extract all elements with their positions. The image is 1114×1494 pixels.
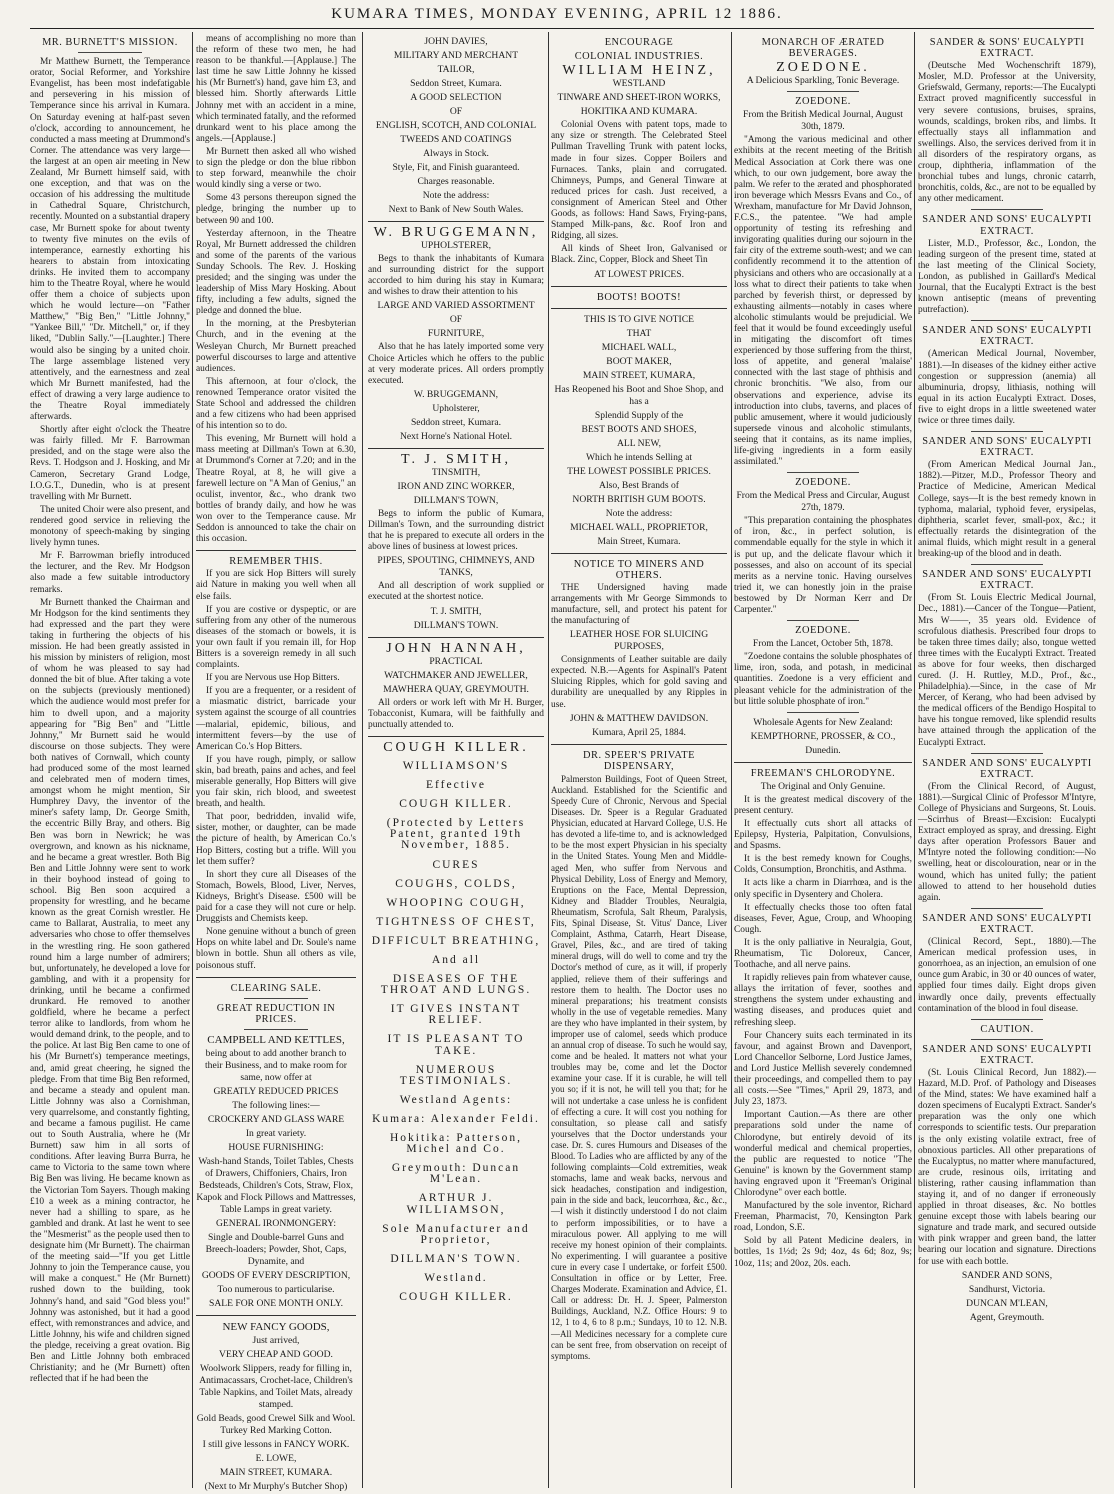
- ad-line: TAILOR,: [437, 64, 475, 75]
- ad-line: Sole Manufacturer and Proprietor,: [382, 1222, 530, 1246]
- ad-line: And all: [431, 954, 481, 966]
- ad-line: MAIN STREET, KUMARA,: [582, 369, 696, 381]
- ad-text: Consignments of Leather suitable are daily expected. N.B.—Agents for Aspinall's Patent Sluicing Ripples, which for gold saving and durability are unequalled by any Ripples in use.: [551, 655, 727, 710]
- divider: [971, 1019, 1042, 1020]
- paragraph: It is the greatest medical discovery of the present century.: [734, 794, 912, 816]
- ad-line: Note the address:: [422, 190, 490, 201]
- paragraph: Important Caution.—As there are other preparations sold under the name of Chlorodyne, but entirely devoid of its wonderful medical and chemical properties, the public are requested to notice "The Genuine" is known by the Government stamp having engraved upon it "Freeman's Original Chlorodyne" over each bottle.: [734, 1110, 912, 1198]
- ad-line: I still give lessons in FANCY WORK.: [202, 1438, 350, 1450]
- ad-line: TWEEDS AND COATINGS: [400, 134, 512, 145]
- ad-body: [196, 1335, 356, 1493]
- ad-line: IRON AND ZINC WORKER,: [397, 480, 515, 492]
- ad-line: Agent, Greymouth.: [969, 1311, 1045, 1323]
- ad-line: LEATHER HOSE FOR SLUICING PURPOSES,: [569, 629, 709, 653]
- ad-line: Just arrived,: [252, 1334, 300, 1346]
- divider: [787, 620, 858, 621]
- ad-heading: ZOEDONE.: [795, 625, 851, 637]
- ad-heading: COUGH KILLER.: [383, 739, 529, 755]
- ad-line: NORTH BRITISH GUM BOOTS.: [572, 493, 706, 505]
- ad-line: Sandhurst, Victoria.: [968, 1283, 1046, 1295]
- paragraph: The united Choir were also present, and rendered good service in relieving the monotony of speech-making by singing lively hymn tunes.: [30, 504, 190, 549]
- ad-line: COUGH KILLER.: [399, 1290, 513, 1303]
- divider: [971, 431, 1042, 432]
- ad-line: Next Horne's National Hotel.: [399, 430, 513, 442]
- column-divider: [731, 32, 732, 1488]
- ad-line: being about to add another branch to their Business, and to make room for same, now offer at: [204, 1047, 347, 1083]
- ad-line: TINSMITH,: [431, 466, 481, 478]
- paragraph: It acts like a charm in Diarrhœa, and is the only specific in Dysentery and Cholera.: [734, 878, 912, 900]
- ad-line: In great variety.: [245, 1127, 307, 1139]
- ad-subheading: The Original and Only Genuine.: [760, 780, 886, 792]
- paragraph: If you are a frequenter, or a resident of a miasmatic district, barricade your system against the scourge of all countries—malarial, epidemic, bilious, and intermittent fevers—by the use of American Co.'s Hop Bitters.: [196, 686, 356, 752]
- divider: [196, 977, 356, 978]
- ad-line: PIPES, SPOUTING, CHIMNEYS, AND TANKS,: [377, 555, 535, 579]
- divider: [78, 52, 142, 53]
- ad-lines: [368, 555, 544, 579]
- paragraph: (From American Medical Journal Jan., 1882).—Pitzer, M.D., Professor Theory and Practice of Medicine, American Medical College, says—It is the best remedy known in typhoma, malarial, typhoid fever, erysipelas, diphtheria, scarlet fever, small-pox, &c.; it effectually retards the disintegration of the animal fluids, which might result in a general breaking-up of the blood and in death.: [918, 460, 1096, 560]
- ad-line: MICHAEL WALL, PROPRIETOR,: [570, 521, 708, 533]
- ad-heading: JOHN HANNAH,: [386, 640, 526, 656]
- ad-line: Charges reasonable.: [417, 176, 495, 187]
- ad-line: DILLMAN'S TOWN.: [413, 619, 499, 631]
- divider: [971, 564, 1042, 565]
- paragraph: If you are costive or dyspeptic, or are suffering from any other of the numerous diseases of the stomach or bowels, it is your own fault if you remain ill, for Hop Bitters is a sovereign remedy in all such complaints.: [196, 604, 356, 671]
- divider: [244, 1029, 308, 1030]
- ad-text: "This preparation containing the phosphates of iron, &c., in perfect solution, is commendable equally for the style in which it is put up, and the delicate flavour which it possesses, and also on account of its special merits as a nervine tonic. Having ourselves tried it, we can honestly join in the praise bestowed by Dr Norman Kerr and Dr Carpenter.": [734, 516, 912, 616]
- ad-line: WATCHMAKER AND JEWELLER,: [384, 669, 528, 681]
- ad-line: Woolwork Slippers, ready for filling in, Antimacassars, Crochet-lace, Children's Table Napkins, and Toilet Mats, already stamped.: [199, 1362, 353, 1410]
- ad-line: CURES: [432, 858, 480, 871]
- ad-line: Always in Stock.: [423, 148, 489, 159]
- ad-heading: ZOEDONE.: [795, 477, 851, 489]
- paragraph: This afternoon, at four o'clock, the renowned Temperance orator visited the State School and addressed the children and a few citizens who had been apprised of his intention so to do.: [196, 376, 356, 432]
- paragraph: It effectually checks those too often fatal diseases, Fever, Ague, Croup, and Whooping Cough.: [734, 902, 912, 935]
- ad-source: From the British Medical Journal, August 30th, 1879.: [743, 109, 903, 133]
- ad-line: HOUSE FURNISHING:: [228, 1141, 324, 1153]
- ad-line: Westland.: [424, 1271, 488, 1284]
- ad-title: REMEMBER THIS.: [229, 556, 323, 568]
- ad-line: COUGHS, COLDS,: [395, 877, 517, 890]
- divider: [368, 448, 544, 449]
- ad-line: OF: [449, 314, 463, 326]
- ad-line: MILITARY AND MERCHANT: [393, 50, 519, 61]
- paragraph: (American Medical Journal, November, 1881).—In diseases of the kidney either active congestion or suppression (anemia) all albuminuria, dropsy, lithiasis, nothing will equal in its action Eucalypti Extract. Doses, five to eight drops in a little sweetened water twice or three times daily.: [918, 349, 1096, 426]
- ad-heading: DR. SPEER'S PRIVATE DISPENSARY,: [583, 749, 695, 772]
- ad-line: Note the address:: [605, 507, 673, 519]
- ad-line: COUGH KILLER.: [399, 798, 513, 811]
- column-divider: [914, 32, 915, 1488]
- ad-line: LARGE AND VARIED ASSORTMENT: [377, 300, 535, 312]
- ad-heading: BOOTS! BOOTS!: [596, 291, 682, 303]
- paragraph: In the morning, at the Presbyterian Church, and in the evening at the Wesleyan Church, Mr Burnett preached powerful discourses to large and attentive audiences.: [196, 319, 356, 374]
- ad-text: Begs to thank the inhabitants of Kumara and surrounding district for the support accorded to him during his stay in Kumara; and wishes to draw their attention to his: [368, 254, 544, 298]
- ad-heading: [551, 37, 727, 62]
- ad-body: [918, 61, 1096, 205]
- ad-lines: [368, 656, 544, 696]
- ad-line: GOODS OF EVERY DESCRIPTION,: [201, 1269, 351, 1281]
- ad-line: DUNCAN M'LEAN,: [966, 1297, 1048, 1309]
- ad-line: Also, Best Brands of: [599, 479, 679, 491]
- ad-line: E. LOWE,: [255, 1452, 297, 1464]
- divider: [244, 998, 308, 999]
- paragraph: (St. Louis Clinical Record, Jun 1882).—Hazard, M.D. Prof. of Pathology and Diseases of the Mind, states: We have examined half a dozen specimens of Eucalypti Extract. Sander's preparation was the only one which corresponds to scientific tests. Our preparation is the only existing volatile extract, free of obnoxious particles. All other preparations of the Eucalyptus, no matter where manufactured, are crude, resinous oils, irritating and blistering, rather causing inflammation than staying it, and of no danger if erroneously applied in throat diseases, &c. No bottles genuine except those with labels bearing our signature and trade mark, and secured outside with pink wrapper and green band, the latter bearing our location and signature. Directions for use with each bottle.: [918, 1067, 1096, 1267]
- column-3: [368, 34, 544, 1486]
- divider: [971, 753, 1042, 754]
- ad-signature: [368, 606, 544, 632]
- ad-line: GREATLY REDUCED PRICES: [213, 1085, 339, 1097]
- ad-line: (Next to Mr Murphy's Butcher Shop): [204, 1480, 348, 1492]
- article-body: [196, 34, 356, 545]
- ad-line: GENERAL IRONMONGERY:: [215, 1217, 336, 1229]
- ad-line: IT GIVES INSTANT RELIEF.: [390, 1003, 522, 1027]
- divider: [971, 209, 1042, 210]
- ad-line: MAIN STREET, KUMARA.: [219, 1466, 333, 1478]
- ad-line: AT LOWEST PRICES.: [594, 268, 684, 280]
- ad-text: THE Undersigned having made arrangements with Mr George Simmonds to manufacture, sell, and protect his patent for the manufacturing of: [551, 582, 727, 627]
- paragraph: means of accomplishing no more than the reform of these two men, he had reason to be thankful.—[Applause.] The last time he saw Little Johnny he kissed his (Mr Burnett's) hand, gave him £3, and blessed him. Shortly afterwards Little Johnny met with an accident in a mine, which terminated fatally, and the reformed drunkard went to his place among the angels.—[Applause.]: [196, 34, 356, 144]
- ad-line: THE LOWEST POSSIBLE PRICES.: [567, 465, 711, 477]
- ad-lines: [368, 761, 544, 1303]
- ad-heading: SANDER & SONS' EUCALYPTI EXTRACT.: [929, 37, 1085, 60]
- paragraph: It rapidly relieves pain from whatever cause, allays the irritation of fever, soothes and strengthens the system under exhausting and wasting diseases, and produces quiet and refreshing sleep.: [734, 973, 912, 1028]
- ad-line: JOHN & MATTHEW DAVIDSON.: [569, 712, 709, 724]
- ad-line: Next to Bank of New South Wales.: [388, 204, 524, 215]
- ad-line: ALL NEW,: [616, 437, 662, 449]
- ad-heading: WILLIAM HEINZ,: [562, 63, 716, 79]
- ad-body: [734, 795, 912, 1270]
- divider: [196, 550, 356, 551]
- ad-heading: FREEMAN'S CHLORODYNE.: [750, 767, 896, 779]
- ad-lines: [368, 467, 544, 507]
- divider: [734, 762, 912, 763]
- ad-subheading: UPHOLSTERER,: [420, 240, 492, 252]
- ad-heading: NOTICE TO MINERS AND OTHERS.: [573, 558, 705, 581]
- ad-heading: ZOEDONE.: [776, 60, 870, 76]
- ad-line: DILLMAN'S TOWN,: [413, 494, 499, 506]
- ad-text: All orders or work left with Mr H. Burger, Tobacconist, Kumara, will be faithfully and punctually attended to.: [368, 697, 544, 730]
- article-title: MR. BURNETT'S MISSION.: [42, 37, 178, 48]
- section-heading: SANDER AND SONS' EUCALYPTI EXTRACT.: [922, 1043, 1092, 1066]
- section-heading: SANDER AND SONS' EUCALYPTI EXTRACT.: [922, 436, 1092, 459]
- paragraph: Shortly after eight o'clock the Theatre was fairly filled. Mr F. Barrowman presided, and on the stage were also the Revs. T. Hodgson and J. Hosking, and Mr Cameron, Secretary Grand Lodge, I.O.G.T., Dunedin, who is at present travelling with Mr Burnett.: [30, 425, 190, 502]
- ad-line: ARTHUR J. WILLIAMSON,: [406, 1192, 506, 1216]
- ad-line: Seddon street, Kumara.: [410, 416, 502, 428]
- ad-line: Dunedin.: [805, 744, 841, 756]
- paragraph: It effectually cuts short all attacks of Epilepsy, Hysteria, Palpitation, Convulsions, and Spasms.: [734, 818, 912, 852]
- ad-line: COLONIAL INDUSTRIES.: [574, 51, 704, 63]
- ad-source: From the Medical Press and Circular, August 27th, 1879.: [736, 490, 910, 514]
- section-heading: SANDER AND SONS' EUCALYPTI EXTRACT.: [922, 757, 1092, 780]
- column-1: [30, 34, 190, 1486]
- ad-text: Begs to inform the public of Kumara, Dillman's Town, and the surrounding district that he is prepared to execute all orders in the above lines of business at lowest prices.: [368, 508, 544, 553]
- ad-heading: ZOEDONE.: [795, 96, 851, 108]
- ad-title: GREAT REDUCTION IN PRICES.: [216, 1002, 336, 1025]
- paragraph: Mr F. Barrowman briefly introduced the lecturer, and the Rev. Mr Hodgson also made a few suitable introductory remarks.: [30, 551, 190, 595]
- ad-text: "Zoedone contains the soluble phosphates of lime, iron, soda, and potash, in medicinal quantities. Zoedone is a very efficient and pleasant vehicle for the administration of the but little soluble phosphate of iron.": [734, 652, 912, 707]
- ad-heading: MONARCH OF ÆRATED BEVERAGES.: [761, 37, 885, 60]
- ad-line: Kumara, April 25, 1884.: [592, 726, 686, 738]
- paragraph: It is the only palliative in Neuralgia, Gout, Rheumatism, Tic Doloreux, Cancer, Toothache, and all nerve pains.: [734, 937, 912, 971]
- paragraph: (Deutsche Med Wochenschrift 1879), Mosler, M.D. Professor at the University, Griefswald, Germany, reports:—The Eucalypti Extract proved magnificently successful in very severe contusions, bruises, sprains, wounds, scaldings, broken ribs, and limbs. It effectually stays all inflammation and swellings. Also, the services derived from it in all disorders of the respiratory organs, as croup, diphtheria, inflammation of the bronchial tubes and lungs, chronic catarrh, bronchitis, colds, &c., are not to be equalled by any other medicament.: [918, 61, 1096, 205]
- ad-lines: [551, 78, 727, 118]
- ad-text: Also that he has lately imported some very Choice Articles which he offers to the public at very moderate prices. All orders promptly executed.: [368, 342, 544, 386]
- paragraph: It is the best remedy known for Coughs, Colds, Consumption, Bronchitis, and Asthma.: [734, 854, 912, 876]
- column-divider: [362, 32, 363, 1488]
- ad-davies: [368, 36, 544, 216]
- paragraph: Mr Burnett then asked all who wished to sign the pledge or don the blue ribbon to step forward, meanwhile the choir would kindly sing a verse or two.: [196, 146, 356, 191]
- divider: [368, 221, 544, 222]
- ad-line: TIGHTNESS OF CHEST,: [376, 915, 536, 928]
- ad-line: The following lines:—: [232, 1099, 320, 1111]
- ad-line: JOHN DAVIES,: [424, 36, 488, 47]
- section-heading: SANDER AND SONS' EUCALYPTI EXTRACT.: [922, 214, 1092, 237]
- ad-lines: [551, 629, 727, 653]
- paragraph: If you are Nervous use Hop Bitters.: [206, 673, 340, 684]
- ad-line: BOOT MAKER,: [606, 355, 672, 367]
- paragraph: Mr Burnett thanked the Chairman and Mr Hodgson for the kind sentiments they had expressed and the part they were taking in furthering the objects of his mission. He had been greatly assisted in his mission by ministers of religion, most of whom he was pleased to say had donned the bit of blue. After taking a vote on the subjects (previously mentioned) which the audience would most prefer for him to dwell upon, and a majority appearing for "Big Ben" and "Little Johnny," Mr Burnett said he would discourse on those subjects. They were both natives of Cornwall, which county had produced some of the most learned and celebrated men of modern times, amongst whom he might mention, Sir Humphrey Davy, the inventor of the miner's safety lamp, Dr. George Smith, the eccentric Billy Bray, and others. Big Ben was born in Newrick; he was overgrown, and known as his nickname, and he became a great wrestler. Both Big Ben and Little Johnny were sent to work in their boyhood instead of going to school. Big Ben soon acquired a propensity for wrestling, and he became known as the great Cornish wrestler. He came to Ballarat, Australia, to meet any adversaries who chose to offer themselves in the wrestling ring. He soon gathered round him a large number of admirers; but, unfortunately, he developed a love for gambling, and with it a propensity for drinking, until he became a confirmed drunkard. He removed to another goldfield, where he became a perfect terror alike to landlords, from whom he would demand drink, to the people, and to the police. At last Big Ben came to one of his (Mr Burnett's) temperance meetings, and, amid great cheering, he signed the pledge. From that time Big Ben reformed, and became a steady and opulent man. Little Johnny was also a Cornishman, very quarrelsome, and constantly fighting, and became a famous pugilist. He came out to South Australia, where he (Mr Burnett) saw him in all sorts of conditions. After leaving Burra Burra, he came to Victoria to the same town where Big Ben was living. He became known as the Victorian Tom Sayers. Though making £10 a week as a mining contractor, he never had a shilling to spare, as he gambled and drank. At last he went to see the "Mesmerist" as the people used then to designate him (Mr Burnett). The chairman of the meeting said—"If you get Little Johnny to join the Temperance cause, you will make a conquest." He (Mr Burnett) rushed down to the building, took Johnny's hand, and said "God bless you!" Johnny was astonished, but it had a good effect, with remonstrances and advice, and Little Johnny, his wife and children signed the pledge, receiving a great ovation. Big Ben and Little Johnny both embraced Christianity; and he (Mr Burnett) often reflected that if he had been the: [30, 597, 190, 1385]
- ad-text: Colonial Ovens with patent tops, made to any size or strength. The Celebrated Steel Pullman Travelling Trunk with patent locks, made in four sizes. Copper Boilers and Furnaces. Tanks, plain and corrugated. Chimneys, Pumps, and General Tinware at reduced prices for cash. Just received, a consignment of American Steel and Other Goods, as follows: Hand Saws, Frying-pans, Stamped Milk-pans, &c. Roof Iron and Ridging, all sizes.: [551, 120, 727, 242]
- ad-line: BEST BOOTS AND SHOES,: [581, 423, 697, 435]
- column-divider: [548, 32, 549, 1488]
- masthead: KUMARA TIMES, MONDAY EVENING, APRIL 12 1886.: [331, 6, 783, 22]
- section-heading: SANDER AND SONS' EUCALYPTI EXTRACT.: [922, 325, 1092, 348]
- ad-heading: W. BRUGGEMANN,: [373, 225, 539, 240]
- paragraph: None genuine without a bunch of green Hops on white label and Dr. Soule's name blown in bottle. Shun all others as vile, poisonous stuff.: [196, 927, 356, 971]
- ad-line: MAWHERA QUAY, GREYMOUTH.: [383, 683, 529, 695]
- ad-source: From the Lancet, October 5th, 1878.: [752, 638, 894, 650]
- paragraph: This evening, Mr Burnett will hold a mass meeting at Dillman's Town at 6.30, at Drummond's Corner at 7.20; and in the Theatre Royal, at 8, he will give a farewell lecture on "A Man of Genius," an oculist, inventor, &c., who drank two bottles of brandy daily, and how he was won over to the Temperance cause. Mr Seddon is announced to take the chair on this occasion.: [196, 434, 356, 545]
- divider: [971, 320, 1042, 321]
- paragraph: If you have rough, pimply, or sallow skin, bad breath, pains and aches, and feel miserable generally, Hop Bitters will give you fair skin, rich blood, and sweetest breath, and health.: [196, 754, 356, 810]
- divider: [551, 553, 727, 554]
- paragraph: (Clinical Record, Sept., 1880).—The American medical profession uses, in gonorrhoea, as an injection, an emulsion of one ounce gum Arabic, in 30 or 40 ounces of water, applied four times daily. Eight drops given inwardly once daily, prevents effectually contamination of the blood in foul disease.: [918, 937, 1096, 1014]
- ad-line: Wash-hand Stands, Toilet Tables, Chests of Drawers, Chiffoniers, Chairs, Iron Bedsteads, Children's Cots, Straw, Flox, Kapok and Flock Pillows and Mattresses, Table Lamps in great variety.: [196, 1155, 356, 1215]
- ad-lines: [734, 717, 912, 757]
- ad-line: Greymouth: Duncan M'Lean.: [391, 1162, 521, 1186]
- divider: [787, 712, 858, 713]
- ad-heading: NEW FANCY GOODS,: [222, 1320, 330, 1333]
- ad-line: Main Street, Kumara.: [597, 535, 681, 547]
- paragraph: Some 43 persons thereupon signed the pledge, bringing the number up to between 90 and 100.: [196, 193, 356, 226]
- divider: [551, 286, 727, 287]
- paragraph: (From the Clinical Record, of August, 1881).—Surgical Clinic of Professor M'Intyre, College of Physicians and Surgeons, St. Louis.—Scirrhus of Breast—Excision: Eucalypti Extract employed as spray, and dressing. Eight days after operation Professors Bauer and M'Intyre noted the following condition:—No swelling, heat or discolouration, near or in the wound, which has united fully; the patient allowed to attend to her household duties again.: [918, 781, 1096, 903]
- paragraph: That poor, bedridden, invalid wife, sister, mother, or daughter, can be made the picture of health, by American Co.'s Hop Bitters, costing but a trifle. Will you let them suffer?: [196, 812, 356, 867]
- ad-line: Single and Double-barrel Guns and Breech-loaders; Powder, Shot, Caps, Dynamite, and: [205, 1231, 347, 1267]
- section-heading: SANDER AND SONS' EUCALYPTI EXTRACT.: [922, 569, 1092, 592]
- paragraph: Yesterday afternoon, in the Theatre Royal, Mr Burnett addressed the children and some of the parents of the various Sunday Schools. The Rev. J. Hosking presided; and the singing was under the leadership of Miss Mary Hosking. About fifty, including a few adults, signed the pledge and donned the blue.: [196, 228, 356, 317]
- ad-title: CLEARING SALE.: [230, 982, 322, 994]
- ad-body: [196, 1048, 356, 1310]
- ad-line: Gold Beads, good Crewel Silk and Wool. Turkey Red Marking Cotton.: [196, 1412, 356, 1436]
- ad-line: HOKITIKA AND KUMARA.: [580, 106, 698, 118]
- paragraph: Lister, M.D., Professor, &c., London, the leading surgeon of the present time, stated at the last meeting of the Clinical Society, London, as published in Gaillard's Medical Journal, that the Eucalypti Extract is the best known antiseptic (means of preventing putrefaction).: [918, 238, 1096, 316]
- divider: [368, 736, 544, 737]
- ad-line: A GOOD SELECTION: [410, 92, 502, 103]
- ad-line: OF: [449, 106, 463, 117]
- paragraph: Manufactured by the sole inventor, Richard Freeman, Pharmacist, 70, Kensington Park road, London, S.E.: [734, 1201, 912, 1234]
- ad-line: Effective: [426, 779, 486, 792]
- ad-line: (Protected by Letters Patent, granted 19th November, 1885.: [386, 817, 526, 852]
- ad-text: "Among the various medicinal and other exhibits at the recent meeting of the British Medical Association at Cork there was one which, to our own judgement, bore away the palm. We refer to the ærated and phosphorated iron beverage which Messrs Evans and Co., of Wrexham, manufacture for Mr David Johnson, F.C.S., the patentee. "We had ample opportunity of testing its refreshing and invigorating qualities during our sojourn in the fair city of the extreme south-west; and we can confidently recommend it to the attention of physicians and others who are occasionally at a loss what to direct their patients to take when parched by feverish thirst, or depressed by exhausting ailments—notably in cases where alcoholic stimulants would be prejudicial. We feel that it would be found exceedingly useful in mitigating the discomfort oft times experienced by those suffering from the thirst, loss of appetite, and general 'malaise' connected with the last stage of phthisis and chronic bronchitis. "We also, from our observations and experience, advise its introduction into clubs, taverns, and places of public amusement, where it would judiciously supersede vinous and alcoholic stimulants, seeing that it contains, as its name implies, life-giving ingredients in a form easily assimilated.": [734, 135, 912, 468]
- ad-line: SALE FOR ONE MONTH ONLY.: [209, 1297, 343, 1309]
- paragraph: If you are sick Hop Bitters will surely aid Nature in making you well when all else fails.: [196, 569, 356, 602]
- column-2: [196, 34, 356, 1492]
- ad-line: MICHAEL WALL,: [601, 341, 677, 353]
- paragraph: (From St. Louis Electric Medical Journal, Dec., 1881).—Cancer of the Tongue—Patient, Mrs W——, 35 years old. Evidence of scrofulous diathesis. Prescribed four drops to be taken three times daily; also, tongue wetted three times with the Eucalypti Extract. Treated as above for four weeks, then discharged cured. (J. H. Ruttley, M.D., Prof., &c., Philadelphia).—Since, in the case of Mr Mercer, of Kerang, who had been advised by the medical officers of the Bendigo Hospital to have his tongue removed, like splendid results have attained through the application of the Eucalypti Extract.: [918, 593, 1096, 748]
- paragraph: In short they cure all Diseases of the Stomach, Bowels, Blood, Liver, Nerves, Kidneys, Bright's Disease. £500 will be paid for a case they will not cure or help. Druggists and Chemists keep.: [196, 869, 356, 925]
- divider: [971, 908, 1042, 909]
- ad-line: TINWARE AND SHEET-IRON WORKS,: [557, 92, 721, 104]
- ad-line: Seddon Street, Kumara.: [410, 78, 502, 89]
- paragraph: Four Chancery suits each terminated in its favour, and against Brown and Davenport, Lord Chancellor Selborne, Lord Justice James, and Lord Justice Mellish severely condemned their proceedings, and compelled them to pay all costs.—See "Times," April 29, 1873, and July 23, 1873.: [734, 1030, 912, 1108]
- divider: [971, 1039, 1042, 1040]
- ad-line: THIS IS TO GIVE NOTICE: [584, 313, 694, 325]
- divider: [551, 308, 727, 309]
- ad-signature: [551, 713, 727, 739]
- ad-line: W. BRUGGEMANN,: [413, 388, 499, 400]
- ad-line: THAT: [626, 327, 652, 339]
- ad-text: And all description of work supplied or executed at the shortest notice.: [368, 581, 544, 603]
- ad-line: DIFFICULT BREATHING,: [371, 934, 541, 947]
- ad-line: T. J. SMITH,: [430, 605, 482, 617]
- paragraph: Sold by all Patent Medicine dealers, in bottles, 1s 1½d; 2s 9d; 4oz, 4s 6d; 8oz, 9s; 10oz, 11s; and 20oz, 20s. each.: [734, 1236, 912, 1269]
- ad-line: DISEASES OF THE THROAT AND LUNGS.: [380, 973, 532, 997]
- divider: [787, 472, 858, 473]
- ad-line: KEMPTHORNE, PROSSER, & CO.,: [750, 730, 896, 742]
- divider: [196, 1315, 356, 1316]
- section-heading: SANDER AND SONS' EUCALYPTI EXTRACT.: [922, 912, 1092, 935]
- ad-subheading: A Delicious Sparkling, Tonic Beverage.: [746, 75, 900, 87]
- ad-text: All kinds of Sheet Iron, Galvanised or Black. Zinc, Copper, Block and Sheet Tin: [551, 244, 727, 266]
- ad-line: Upholsterer,: [432, 402, 480, 414]
- ad-line: VERY CHEAP AND GOOD.: [219, 1348, 333, 1360]
- ad-line: DILLMAN'S TOWN.: [390, 1252, 522, 1265]
- ad-line: ENCOURAGE: [604, 37, 674, 48]
- ad-line: NUMEROUS TESTIMONIALS.: [399, 1063, 513, 1087]
- ad-line: ENGLISH, SCOTCH, AND COLONIAL: [375, 120, 537, 131]
- paragraph: Mr Matthew Burnett, the Temperance orator, Social Reformer, and Yorkshire Evangelist, has been most indefatigable and persevering in his mission of Temperance since his arrival in Kumara. On Saturday evening at half-past seven o'clock, according to announcement, he conducted a mass meeting at Drummond's Corner. The attendance was very large—the largest at an open air meeting in New Zealand, Mr Burnett himself said, with one exception, and that was on the occasion of his addressing the multitude in Cathedral Square, Christchurch, recently. Mounted on a substantial drapery case, Mr Burnett spoke for about twenty to twenty five minutes on the evils of intemperance, earnestly exhorting his hearers to abstain from intoxicating drinks. He invited them to accompany him to the Theatre Royal, where he would offer them a choice of subjects upon which he would lecture—on "Father Matthew," "Big Ben," "Little Johnny," "Yankee Bill," "Dr. Mitchell," or, if they liked, "Dublin Sally."—[Laughter.] There would also be singing by a united choir. The large assemblage listened very attentively, and the earnestness and zeal which Mr Burnett manifested, had the effect of drawing a very large audience to the Theatre Royal immediately afterwards.: [30, 57, 190, 423]
- column-4: [551, 34, 727, 1486]
- column-6: [918, 34, 1096, 1486]
- ad-signature: [918, 1270, 1096, 1324]
- ad-line: Wholesale Agents for New Zealand:: [753, 716, 893, 728]
- ad-line: PRACTICAL: [429, 655, 483, 667]
- ad-line: Kumara: Alexander Feldi.: [372, 1112, 540, 1125]
- ad-line: IT IS PLEASANT TO TAKE.: [387, 1033, 525, 1057]
- ad-lines: [368, 300, 544, 340]
- ad-line: Too numerous to particularise.: [217, 1283, 335, 1295]
- ad-sections: [918, 209, 1096, 1267]
- ad-heading: CAMPBELL AND KETTLES,: [207, 1033, 345, 1046]
- article-body: [30, 57, 190, 1385]
- ad-body: [196, 569, 356, 971]
- ad-lines: [551, 314, 727, 548]
- ad-line: WESTLAND: [612, 78, 666, 90]
- ad-line: CROCKERY AND GLASS WARE: [207, 1113, 345, 1125]
- column-5: [734, 34, 912, 1486]
- ad-line: Has Reopened his Boot and Shoe Shop, and has a: [554, 383, 724, 407]
- divider: [368, 637, 544, 638]
- ad-line: Which he intends Selling at: [585, 451, 693, 463]
- ad-line: WHOOPING COUGH,: [386, 896, 526, 909]
- ad-line: FURNITURE,: [427, 328, 485, 340]
- ad-signature: [368, 389, 544, 443]
- divider: [551, 744, 727, 745]
- ad-text: Palmerston Buildings, Foot of Queen Street, Auckland. Established for the Scientific and Speedy Cure of Chronic, Nervous and Special Diseases. Dr. Speer is a Regular Graduated Physician, educated at Harvard College, U.S. He has devoted a life-time to, and is acknowledged to be the most expert Physician in his specialty in the United States. Young Men and Middle-aged Men, who suffer from Nervous and Physical Debility, Loss of Energy and Memory, Eruptions on the Face, Mental Depression, Kidney and Bladder Troubles, Neuralgia, Rheumatism, Scrofula, Salt Rheum, Paralysis, Fits, Spinal Disease, St. Vitus' Dance, Liver Complaint, Asthma, Catarrh, Heart Disease, Gravel, Piles, &c., and are tired of taking mineral drugs, will do well to come and try the Doctor's method of cure, as it will, if properly applied, relieve them of their sufferings and restore them to health. The Doctor uses no mineral preparations; his treatment consists wholly in the use of vegetable remedies. Many are they who have implanted in their system, by improper use of calomel, seeds which produce an annual crop of disease. To such he would say, come and be healed. It matters not what your troubles may be, come and let the Doctor examine your case. If it is curable, he will tell you so; if it is not, he will tell you that; for he will not undertake a case unless he is confident of effecting a cure. It will cost you nothing for consultation, so please call and satisfy yourselves that the Doctor understands your case. Dr. S. cures Humours and Diseases of the Blood. To Ladies who are afflicted by any of the following complaints—Cold extremities, weak stomachs, lame and weak backs, nervous and sick headaches, constipation and indigestion, pain in the side and back, leucorrhœa, &c., &c.,—I wish it distinctly understood I do not claim to perform impossibilities, or to have a miraculous power. All applying to me will receive my honest opinion of their complaints. No experimenting. I will guarantee a positive cure in every case I undertake, or forfeit £500. Consultation in office or by Letter, Free. Charges Moderate. Examination and Advice, £1. Call or address: Dr. H. J. Speer, Palmerston Buildings, Auckland, N.Z. Office Hours: 9 to 12, 1 to 4, 6 to 8 p.m.; Sundays, 10 to 12. N.B.—All Medicines necessary for a complete cure can be sent free, from observation on receipt of symptoms.: [551, 773, 727, 1361]
- masthead-rule: [30, 28, 1094, 29]
- ad-line: SANDER AND SONS,: [961, 1269, 1053, 1281]
- section-heading: CAUTION.: [980, 1023, 1034, 1035]
- divider: [787, 91, 858, 92]
- column-divider: [192, 32, 193, 1488]
- ad-heading: T. J. SMITH,: [400, 451, 512, 467]
- ad-line: Hokitika: Patterson, Michel and Co.: [390, 1132, 522, 1156]
- ad-line: Splendid Supply of the: [594, 409, 684, 421]
- ad-line: Westland Agents:: [399, 1093, 513, 1106]
- ad-line: Style, Fit, and Finish guaranteed.: [392, 162, 520, 173]
- ad-line: WILLIAMSON'S: [402, 759, 510, 772]
